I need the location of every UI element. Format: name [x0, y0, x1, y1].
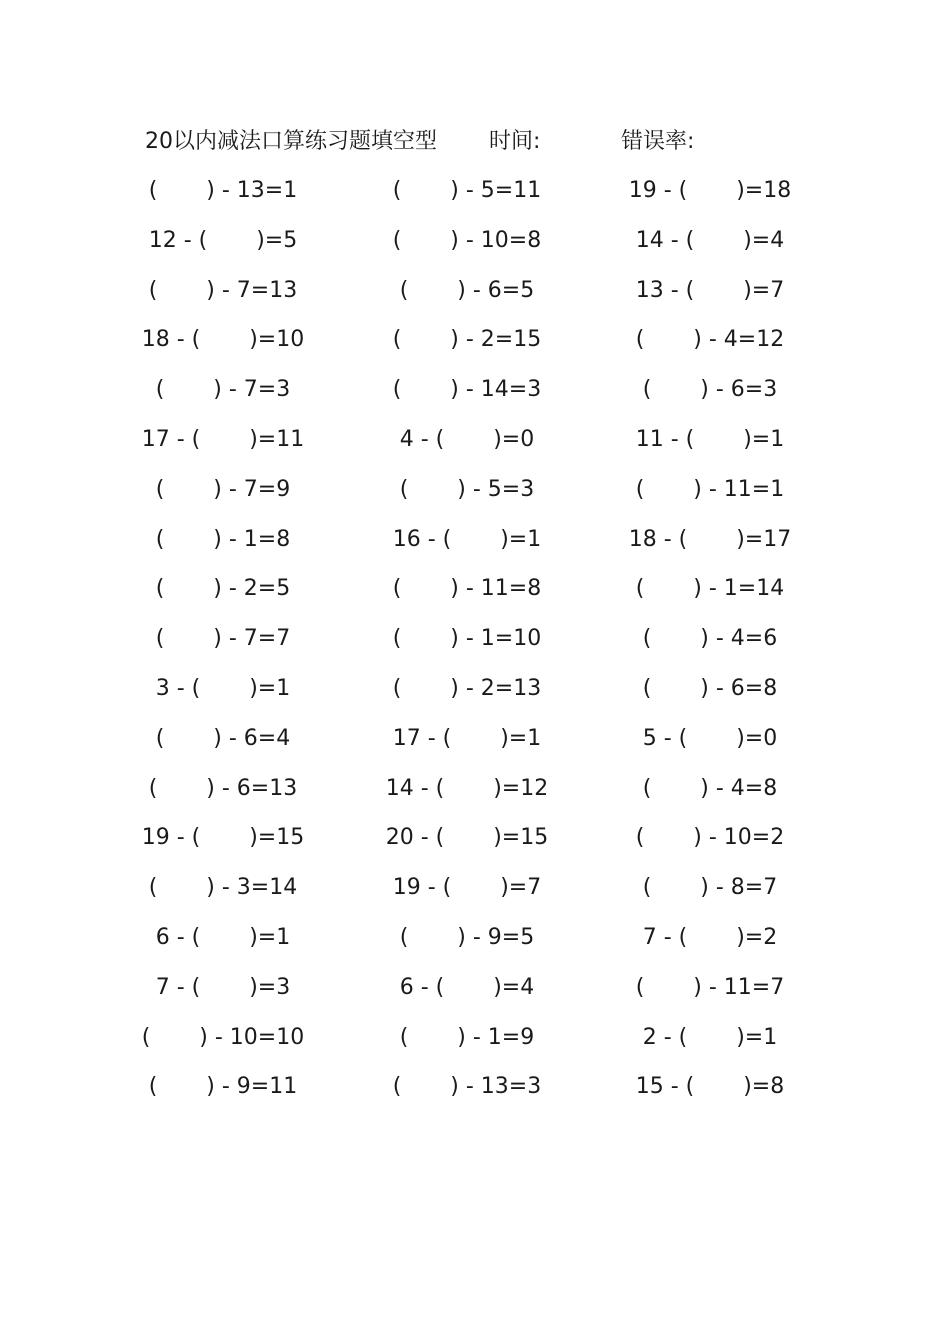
problem-item: ( ) - 7=3 [155, 377, 291, 403]
problem-item: ( ) - 7=13 [148, 277, 298, 303]
problem-item: 6 - ( )=1 [155, 925, 291, 950]
problem-item: ( ) - 3=14 [148, 875, 298, 901]
problem-item: ( ) - 11=8 [392, 576, 542, 602]
problem-item: 14 - ( )=4 [635, 227, 785, 253]
problem-item: 14 - ( )=12 [385, 775, 549, 801]
problem-item: ( ) - 13=3 [392, 1074, 542, 1100]
problem-item: 19 - ( )=7 [392, 875, 542, 901]
problem-item: ( ) - 10=2 [635, 825, 785, 851]
problem-item: 5 - ( )=0 [642, 725, 778, 751]
problem-item: ( ) - 7=9 [155, 476, 291, 502]
problem-item: 7 - ( )=2 [642, 925, 778, 950]
problem-item: 4 - ( )=0 [399, 427, 535, 452]
problem-item: ( ) - 6=4 [155, 725, 291, 751]
time-label: 时间: [489, 129, 541, 154]
problem-item: 17 - ( )=1 [392, 725, 542, 751]
problem-item: ( ) - 9=5 [399, 925, 535, 950]
problem-item: 19 - ( )=15 [141, 825, 305, 851]
problem-item: ( ) - 2=15 [392, 327, 542, 353]
problem-item: ( ) - 10=8 [392, 227, 542, 253]
problem-item: 16 - ( )=1 [392, 526, 542, 552]
problem-item: ( ) - 1=14 [635, 576, 785, 602]
problem-item: ( ) - 9=11 [148, 1074, 298, 1100]
problem-item: ( ) - 6=13 [148, 775, 298, 801]
problem-item: ( ) - 4=6 [642, 626, 778, 652]
problem-item: 19 - ( )=18 [628, 178, 792, 203]
problem-item: ( ) - 1=10 [392, 626, 542, 652]
problem-item: ( ) - 6=3 [642, 377, 778, 403]
problem-item: 6 - ( )=4 [399, 974, 535, 1000]
problem-item: ( ) - 1=8 [155, 526, 291, 552]
problem-item: ( ) - 7=7 [155, 626, 291, 652]
problem-item: 3 - ( )=1 [155, 676, 291, 701]
problem-item: ( ) - 5=3 [399, 476, 535, 502]
problem-item: ( ) - 5=11 [392, 178, 542, 203]
problem-item: 18 - ( )=10 [141, 327, 305, 353]
problem-item: ( ) - 2=13 [392, 676, 542, 701]
problem-item: ( ) - 8=7 [642, 875, 778, 901]
problem-item: 18 - ( )=17 [628, 526, 792, 552]
problem-item: ( ) - 1=9 [399, 1024, 535, 1050]
problem-item: ( ) - 4=8 [642, 775, 778, 801]
problem-item: ( ) - 4=12 [635, 327, 785, 353]
problem-item: 20 - ( )=15 [385, 825, 549, 851]
problem-item: 15 - ( )=8 [635, 1074, 785, 1100]
problem-item: ( ) - 11=1 [635, 476, 785, 502]
problem-item: ( ) - 2=5 [155, 576, 291, 602]
problem-item: 2 - ( )=1 [642, 1024, 778, 1050]
worksheet-title: 20以内减法口算练习题填空型 [145, 129, 437, 154]
problem-item: 12 - ( )=5 [148, 227, 298, 253]
problem-item: ( ) - 6=5 [399, 277, 535, 303]
problem-item: ( ) - 10=10 [141, 1024, 305, 1050]
error-rate-label: 错误率: [621, 129, 695, 154]
problem-item: 7 - ( )=3 [155, 974, 291, 1000]
problem-item: ( ) - 6=8 [642, 676, 778, 701]
problem-item: ( ) - 13=1 [148, 178, 298, 203]
problem-item: 11 - ( )=1 [635, 427, 785, 452]
problem-item: ( ) - 14=3 [392, 377, 542, 403]
problem-item: 17 - ( )=11 [141, 427, 305, 452]
problem-item: ( ) - 11=7 [635, 974, 785, 1000]
problem-item: 13 - ( )=7 [635, 277, 785, 303]
